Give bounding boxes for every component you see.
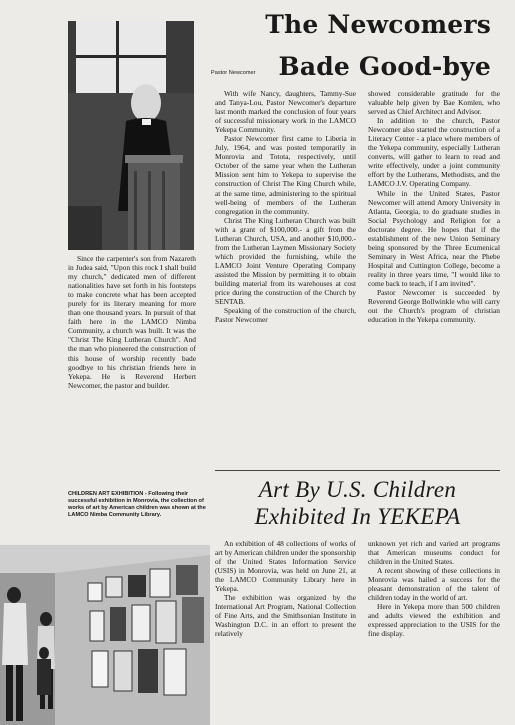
article1-paragraph: Pastor Newcomer is succeeded by Reverend George Bollwinkle who will carry out the Church's program of christian education in the Yekepa community. — [368, 288, 500, 325]
article1-title-line1: The Newcomers — [265, 10, 491, 39]
article1-paragraph: Speaking of the construction of the church, Pastor Newcomer — [215, 306, 356, 325]
photo-caption: Pastor Newcomer — [211, 70, 256, 76]
article1-left-column — [68, 254, 196, 390]
section-divider — [215, 470, 500, 471]
article2-paragraph: The exhibition was organized by the International Art Program, National Collection of Fine Arts, and the Smithsonian Institute in Washington D.C. in an effort to present the relatively — [215, 593, 356, 639]
article1-paragraph: Christ The King Lutheran Church was built with a grant of $100,000.- a gift from the Lutheran Church, USA, and another $10,000.- from the Lutheran Laymen Missionary Society which provided the furnishing, while the LAMCO Joint Venture Operating Company assisted the Mission by permitting it to obtain building material from its warehouses at cost price during the construction of the Church by SENTAB. — [215, 215, 356, 307]
article1-paragraph: In addition to the church, Pastor Newcomer also started the construction of a Literacy Center - a place where members of the Yekepa community, especially Lutheran converts, will gather to learn to read and write effectively, under a joint community effort by the Lutherans, Methodists, and the LAMCO J.V. Operating Company. — [368, 116, 500, 189]
article2-paragraph: An exhibition of 48 collections of works of art by American children under the sponsorship of the United States Information Service (USIS) in Monrovia, was held on June 21, at the LAMCO Community Library here in Yekepa. — [215, 539, 356, 594]
pastor-photo — [68, 21, 194, 250]
article1-paragraph: With wife Nancy, daughters, Tammy-Sue and Tanya-Lou, Pastor Newcomer's departure last month marked the conclusion of four years of successful missionary work in the LAMCO Yekepa Community. — [215, 89, 356, 135]
article1-paragraph: Pastor Newcomer first came to Liberia in July, 1964, and was posted temporarily in Monrovia and Totota, respectively, until October of the same year when the Lutheran Mission sent him to Yekepa to supervise the construction of Christ The King Church while, at the same time, administering to the spiritual well-being of members of the Lutheran congregation in the community. — [215, 134, 356, 216]
article2-paragraph: A recent showing of these collections in Monrovia was hailed a success for the pleasant demonstration of the talent of children today in the world of art. — [368, 566, 500, 603]
article2-paragraph: Here in Yekepa more than 500 children and adults viewed the exhibition and expressed appreciation to the USIS for the fine display. — [368, 602, 500, 639]
article2-title-line1: Art By U.S. Children — [258, 477, 457, 502]
exhibition-photo — [0, 545, 210, 725]
article2-paragraph: unknown yet rich and varied art programs that American museums conduct for children in the United States. — [368, 539, 500, 567]
article1-right-column — [368, 89, 500, 324]
article1-paragraph: While in the United States, Pastor Newcomer will attend Amory University in Atlanta, Georgia, to do graduate studies in Social Psychology and Religion for a doctorate degree. He hopes that if the establishment of the new Union Seminary being sponsored by the Three Ecumenical Seminary in West Africa, near the Phebe Hospital and Cuttington College, become a reality in three years time, "I would like to come back to teach, if I am invited". — [368, 188, 500, 288]
pastor-photo-image — [68, 21, 194, 250]
article2-right-column — [368, 539, 500, 639]
children-art-caption: CHILDREN ART EXHIBITION - Following their successful exhibition in Monrovia, the collection of works of art by American children was shown at the LAMCO Nimba Community Library. — [68, 491, 206, 518]
article1-paragraph: showed considerable gratitude for the valuable help given by Bae Komlen, who served as Chief Architect and Advisor. — [368, 89, 500, 117]
article2-title-line2: Exhibited In YEKEPA — [254, 504, 461, 529]
article2-middle-column — [215, 539, 356, 639]
article1-middle-column — [215, 89, 356, 324]
article1-left-paragraph: Since the carpenter's son from Nazareth in Judea said, "Upon this rock I shall build my church," dedicated men of different nationalities have set forth in his footsteps to make concrete what has been accepted purely for its literary meaning for more than one thousand years. In pursuit of that faith here in the LAMCO Nimba Community, a church was built. It was the "Christ The King Lutheran Church". And the man who pioneered the construction of this house of worship recently bade goodbye to his christian friends here in Yekepa. He is Reverend Herbert Newcomer, the pastor and builder. — [68, 254, 196, 390]
exhibition-photo-image — [0, 545, 210, 725]
article1-title-line2: Bade Good-bye — [278, 52, 491, 81]
